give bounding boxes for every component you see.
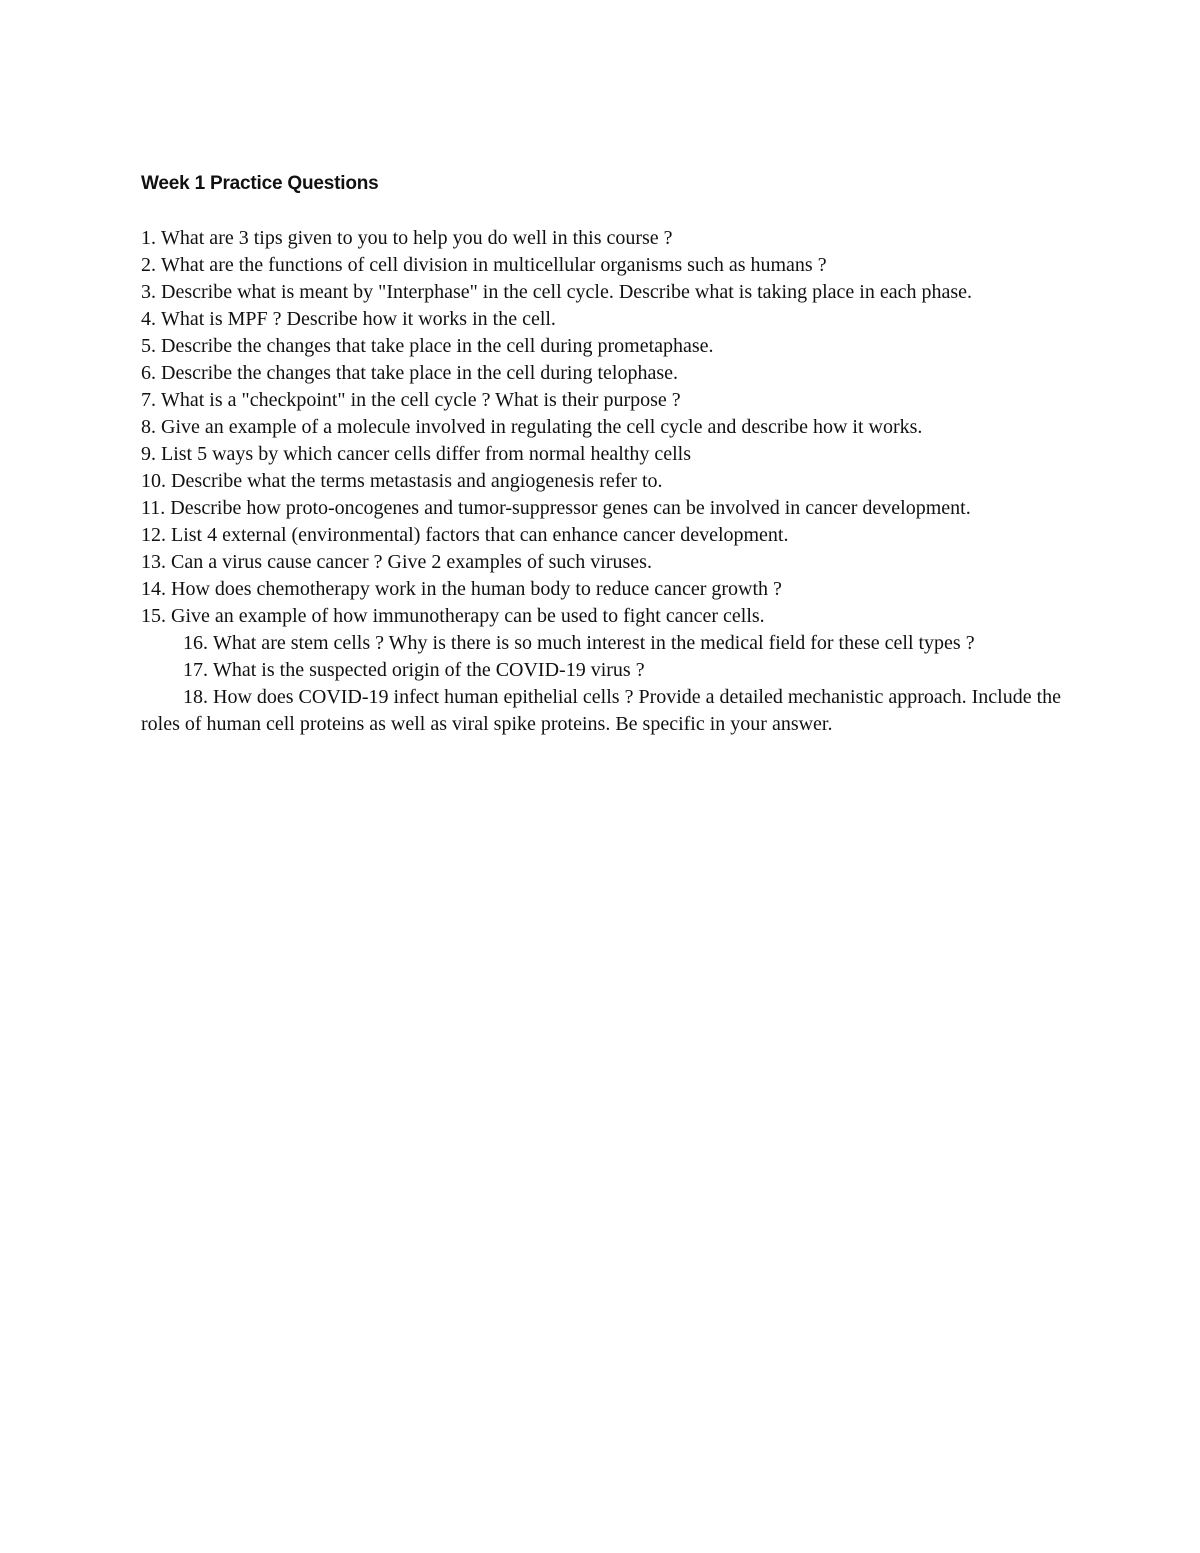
- question-number: 1.: [141, 227, 156, 249]
- question-text: What are 3 tips given to you to help you do well in this course ?: [161, 227, 673, 249]
- question-number: 18.: [183, 686, 208, 708]
- question-item: [141, 279, 1081, 306]
- question-text: How does COVID-19 infect human epithelial cells ? Provide a detailed mechanistic approach. Include the roles of human cell proteins as well as viral spike proteins. Be specific in your answer.: [141, 686, 1062, 735]
- question-text: Give an example of a molecule involved in regulating the cell cycle and describe how it works.: [161, 416, 923, 438]
- question-number: 11.: [141, 497, 166, 519]
- question-number: 6.: [141, 362, 156, 384]
- question-text: List 5 ways by which cancer cells differ from normal healthy cells: [161, 443, 692, 465]
- question-number: 9.: [141, 443, 156, 465]
- question-item: [141, 414, 1081, 441]
- question-text: What is a "checkpoint" in the cell cycle ? What is their purpose ?: [161, 389, 681, 411]
- question-item: [141, 684, 1081, 738]
- question-number: 13.: [141, 551, 166, 573]
- question-text: Describe the changes that take place in the cell during telophase.: [161, 362, 679, 384]
- question-number: 7.: [141, 389, 156, 411]
- question-item: [141, 387, 1081, 414]
- question-item: [141, 333, 1081, 360]
- question-text: How does chemotherapy work in the human body to reduce cancer growth ?: [171, 578, 782, 600]
- document-content: [141, 170, 1081, 738]
- question-number: 12.: [141, 524, 166, 546]
- question-number: 4.: [141, 308, 156, 330]
- question-number: 2.: [141, 254, 156, 276]
- question-item: [141, 522, 1081, 549]
- question-item: [141, 603, 1081, 630]
- document-title: Week 1 Practice Questions: [141, 173, 379, 194]
- question-number: 10.: [141, 470, 166, 492]
- question-text: Give an example of how immunotherapy can be used to fight cancer cells.: [171, 605, 765, 627]
- question-number: 14.: [141, 578, 166, 600]
- question-text: Describe the changes that take place in the cell during prometaphase.: [161, 335, 714, 357]
- question-item: [141, 468, 1081, 495]
- question-item: [141, 441, 1081, 468]
- question-number: 3.: [141, 281, 156, 303]
- question-number: 5.: [141, 335, 156, 357]
- question-number: 15.: [141, 605, 166, 627]
- question-list: [141, 225, 1081, 738]
- question-item: [141, 360, 1081, 387]
- question-item: [141, 576, 1081, 603]
- question-text: Describe how proto-oncogenes and tumor-suppressor genes can be involved in cancer development.: [170, 497, 971, 519]
- question-number: 8.: [141, 416, 156, 438]
- question-item: [141, 225, 1081, 252]
- question-item: [141, 306, 1081, 333]
- question-number: 17.: [183, 659, 208, 681]
- question-text: What is the suspected origin of the COVID-19 virus ?: [213, 659, 645, 681]
- question-item: [141, 630, 1081, 657]
- question-item: [141, 657, 1081, 684]
- question-text: What are the functions of cell division in multicellular organisms such as humans ?: [161, 254, 827, 276]
- question-number: 16.: [183, 632, 208, 654]
- question-text: What is MPF ? Describe how it works in the cell.: [161, 308, 556, 330]
- question-item: [141, 252, 1081, 279]
- question-text: List 4 external (environmental) factors that can enhance cancer development.: [171, 524, 789, 546]
- question-text: Describe what the terms metastasis and angiogenesis refer to.: [171, 470, 663, 492]
- question-item: [141, 495, 1081, 522]
- question-text: Describe what is meant by "Interphase" in the cell cycle. Describe what is taking place in each phase.: [161, 281, 973, 303]
- question-item: [141, 549, 1081, 576]
- question-text: Can a virus cause cancer ? Give 2 examples of such viruses.: [171, 551, 652, 573]
- question-text: What are stem cells ? Why is there is so much interest in the medical field for these cell types ?: [213, 632, 975, 654]
